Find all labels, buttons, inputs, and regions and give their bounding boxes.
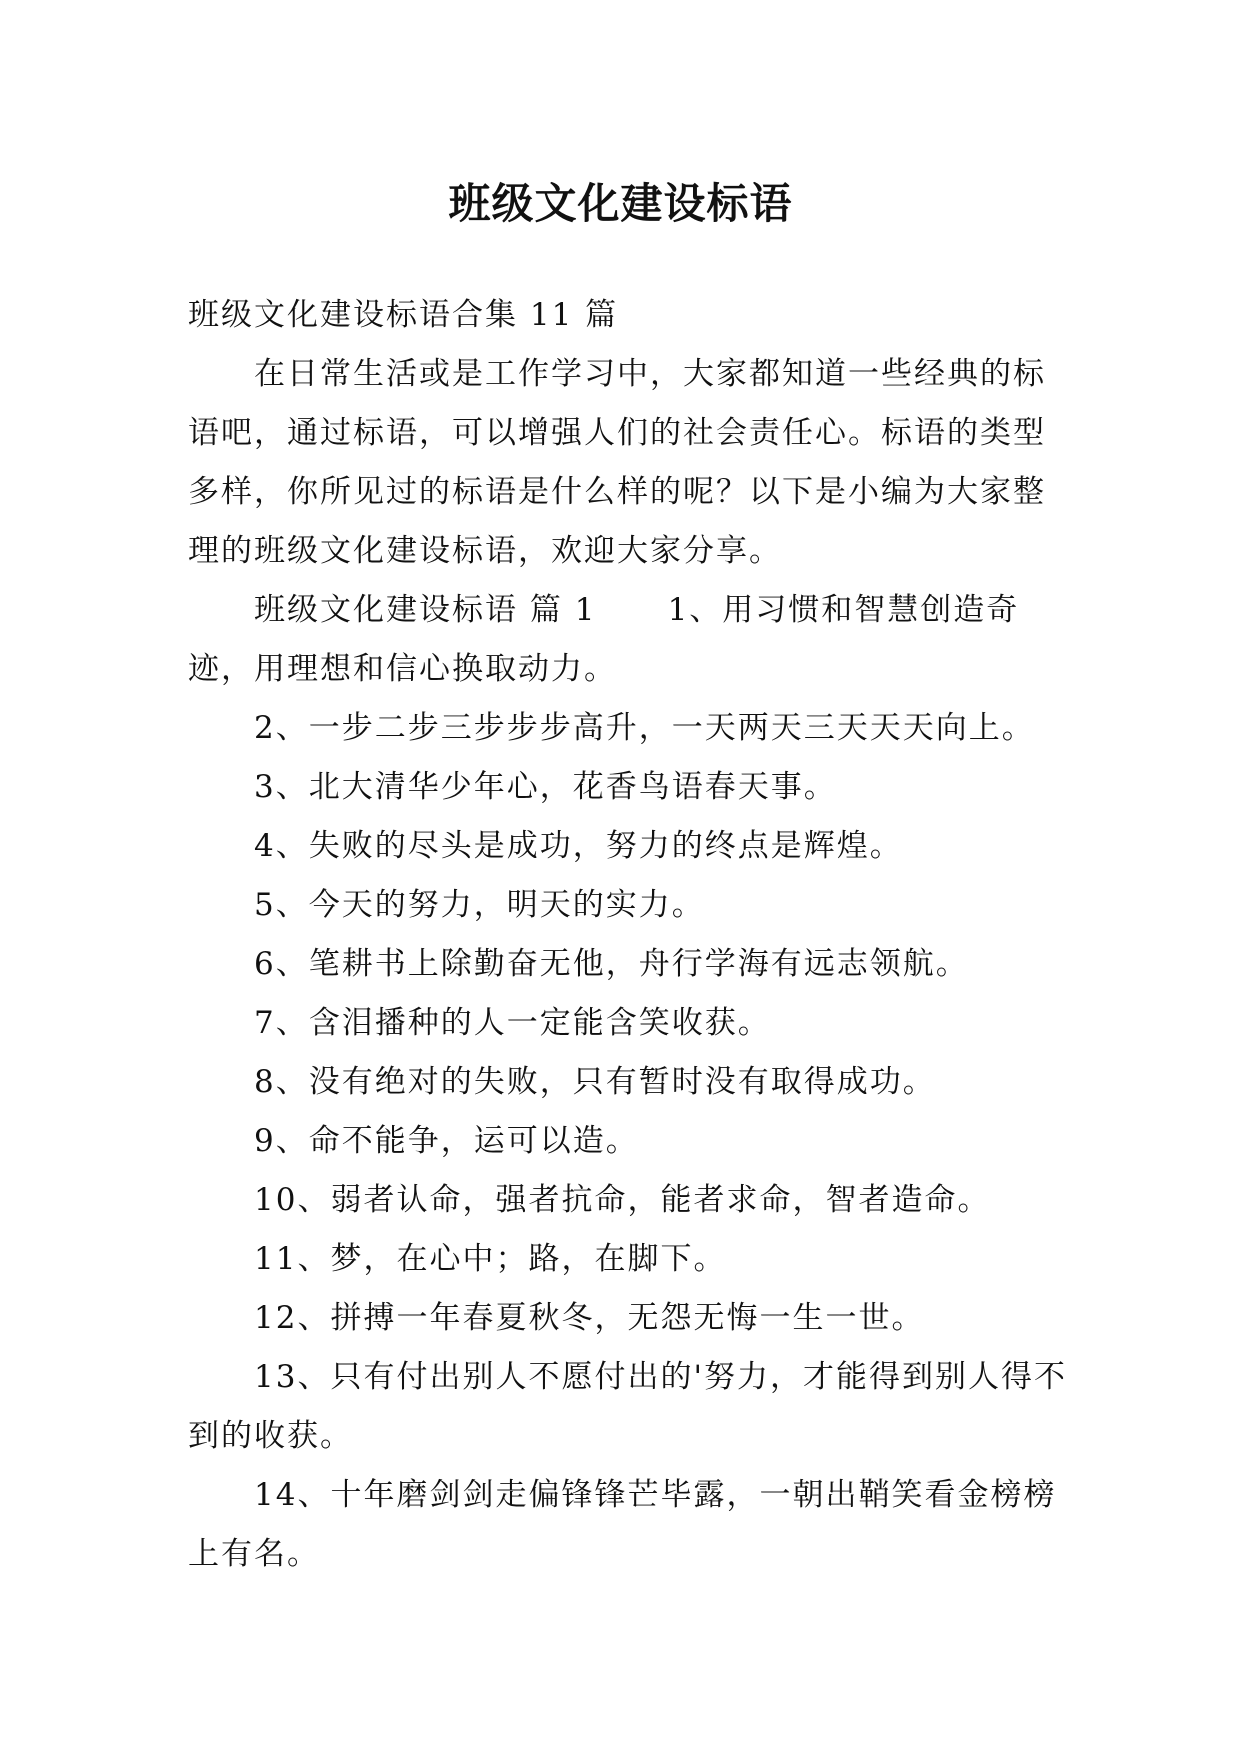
list-item: 14、十年磨剑剑走偏锋锋芒毕露，一朝出鞘笑看金榜榜上有名。 [188, 1477, 1057, 1572]
list-item: 2、一步二步三步步步高升，一天两天三天天天向上。 [254, 710, 1035, 746]
list-item: 1、用习惯和智慧创造奇迹，用理想和信心换取动力。 [188, 592, 1020, 687]
list-item: 6、笔耕书上除勤奋无他，舟行学海有远志领航。 [254, 946, 969, 982]
list-item: 10、弱者认命，强者抗命，能者求命，智者造命。 [254, 1182, 991, 1218]
intro-paragraph: 在日常生活或是工作学习中，大家都知道一些经典的标语吧，通过标语，可以增强人们的社会责任心。标语的类型多样，你所见过的标语是什么样的呢？以下是小编为大家整理的班级文化建设标语，欢迎大家分享。 [188, 356, 1046, 569]
section-heading: 班级文化建设标语 篇 1 [254, 592, 597, 628]
list-item: 3、北大清华少年心，花香鸟语春天事。 [254, 769, 837, 805]
list-item: 11、梦，在心中；路，在脚下。 [254, 1241, 727, 1277]
list-item: 8、没有绝对的失败，只有暂时没有取得成功。 [254, 1064, 936, 1100]
list-item: 12、拼搏一年春夏秋冬，无怨无悔一生一世。 [254, 1300, 925, 1336]
list-item: 9、命不能争，运可以造。 [254, 1123, 639, 1159]
section-1-paragraph [188, 581, 1068, 699]
list-item: 4、失败的尽头是成功，努力的终点是辉煌。 [254, 828, 903, 864]
document-subtitle: 班级文化建设标语合集 11 篇 [188, 297, 619, 333]
document-body [188, 286, 1068, 1584]
list-item: 13、只有付出别人不愿付出的'努力，才能得到别人得不到的收获。 [188, 1359, 1067, 1454]
list-item: 7、含泪播种的人一定能含笑收获。 [254, 1005, 771, 1041]
document-title: 班级文化建设标语 [448, 179, 793, 229]
list-item: 5、今天的努力，明天的实力。 [254, 887, 705, 923]
